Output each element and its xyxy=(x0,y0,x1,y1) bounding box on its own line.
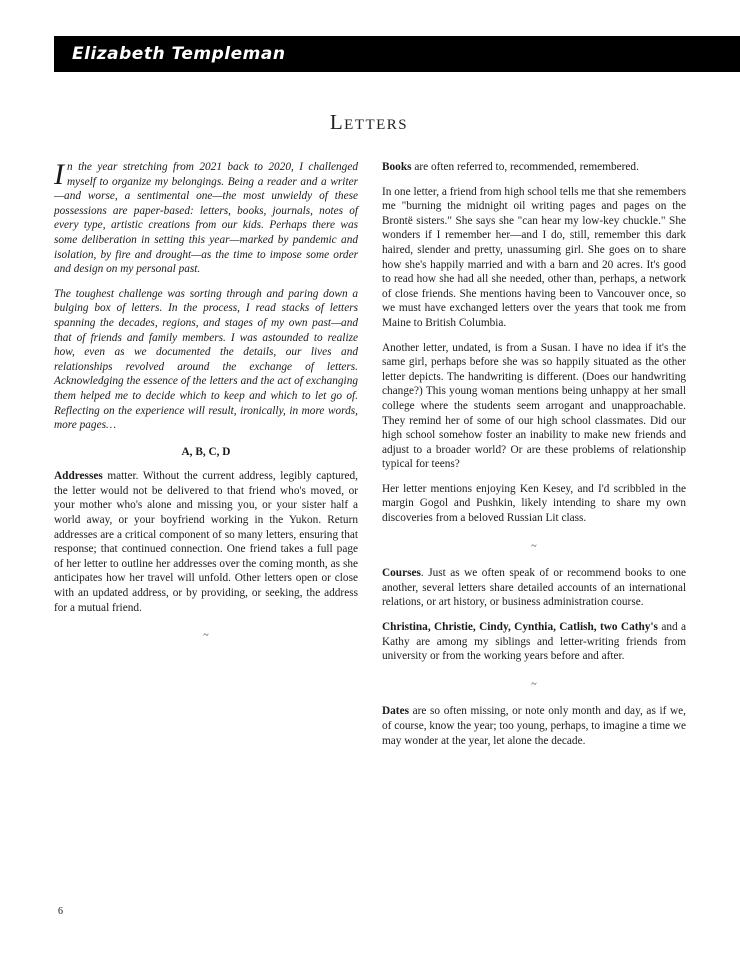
entry-books: Books are often referred to, recommended, remembered. xyxy=(382,161,639,173)
entry-dates: Dates are so often missing, or note only month and day, as if we, of course, know the year; too young, perhaps, to imagine a time we may wonder at the year, let alone the decade. xyxy=(382,705,686,747)
term-names: Christina, Christie, Cindy, Cynthia, Catlish, two Cathy's xyxy=(382,621,658,634)
right-column xyxy=(382,160,686,758)
divider: ~ xyxy=(531,540,537,552)
drop-cap: I xyxy=(54,158,64,191)
author-name: Elizabeth Templeman xyxy=(72,44,286,64)
entry-addresses: Addresses matter. Without the current address, legibly captured, the letter would not be delivered to that friend who's moved, or your mother who's alone and missing you, or your sister half a world away, or your boyfriend working in the Yukon. Return addresses are a critical component of so many letters, ensuring that response; that continued connection. One friend takes a full page of her letter to outline her addresses over the coming month, as she anticipates how her travel will unfold. Other letters open or close with an updated address, or by providing, or seeking, the address for a mutual friend. xyxy=(54,470,358,614)
term-books: Books xyxy=(382,161,412,173)
entry-courses: Courses. Just as we often speak of or recommend books to one another, several letters share detailed accounts of an international relations, or art history, or business administration course. xyxy=(382,567,686,609)
divider: ~ xyxy=(203,630,209,642)
section-heading: A, B, C, D xyxy=(181,445,231,458)
books-paragraph-2: In one letter, a friend from high school tells me that she remembers me "burning the midnight oil writing pages and pages on the Brontë sisters." She says she "can hear my low-key chuckle." She wonders if I remember her—and I do, still, remember this dark haired, slender and pretty, unassuming girl. She goes on to share how she's happily married and with a barn and 20 acres. It's good to read how she had all she needed, other than, perhaps, a network of close friends. She mentions having been to Vancouver once, so we must have exchanged letters over the years that took me from Maine to British Columbia. xyxy=(382,185,686,329)
term-addresses: Addresses xyxy=(54,470,103,483)
running-header xyxy=(54,36,740,72)
left-column xyxy=(54,160,358,656)
entry-names: Christina, Christie, Cindy, Cynthia, Catlish, two Cathy's and a Kathy are among my siblings and letter-writing friends from university or from the working years before and after. xyxy=(382,621,686,663)
page-number: 6 xyxy=(58,906,63,917)
intro-paragraph-1: In the year stretching from 2021 back to 2020, I challenged myself to organize my belongings. Being a reader and a writer—and worse, a sentimental one—the most unwieldy of these possessions are paper-based: letters, books, journals, notes of every type, artistic creations from our kids. Perhaps there was some deliberation in setting this year—marked by pandemic and isolation, by fire and drought—as the time to impose some order and design on my personal past. xyxy=(54,158,358,276)
books-paragraph-4: Her letter mentions enjoying Ken Kesey, and I'd scribbled in the margin Gogol and Pushkin, likely intending to share my own discoveries from a beloved Russian Lit class. xyxy=(382,482,686,525)
term-dates: Dates xyxy=(382,705,409,718)
intro-paragraph-2: The toughest challenge was sorting through and paring down a bulging box of letters. In the process, I read stacks of letters spanning the decades, regions, and stages of my own past—and that of friends and family members. I was astounded to realize how, even as we documented the details, our lives and relationships revolved around the exchange of letters. Acknowledging the essence of the letters and the act of exchanging them helped me to decide which to keep and which to let go of. Reflecting on the experience will result, ironically, in more words, more pages… xyxy=(54,287,358,432)
intro xyxy=(54,160,358,433)
divider: ~ xyxy=(531,678,537,690)
term-courses: Courses xyxy=(382,567,421,580)
books-paragraph-3: Another letter, undated, is from a Susan. I have no idea if it's the same girl, perhaps before she was so happily situated as the other letter depicts. The handwriting is different. (Does our handwriting change?) This young woman mentions being unhappy at her small college where the students seem arrogant and unapproachable. They remind her of some of our high school classmates. Did our high school somehow foster an inability to make new friends and adjust to a broader world? Or are these problems of relationship typical for teens? xyxy=(382,341,686,471)
page-title: Letters xyxy=(329,110,409,134)
